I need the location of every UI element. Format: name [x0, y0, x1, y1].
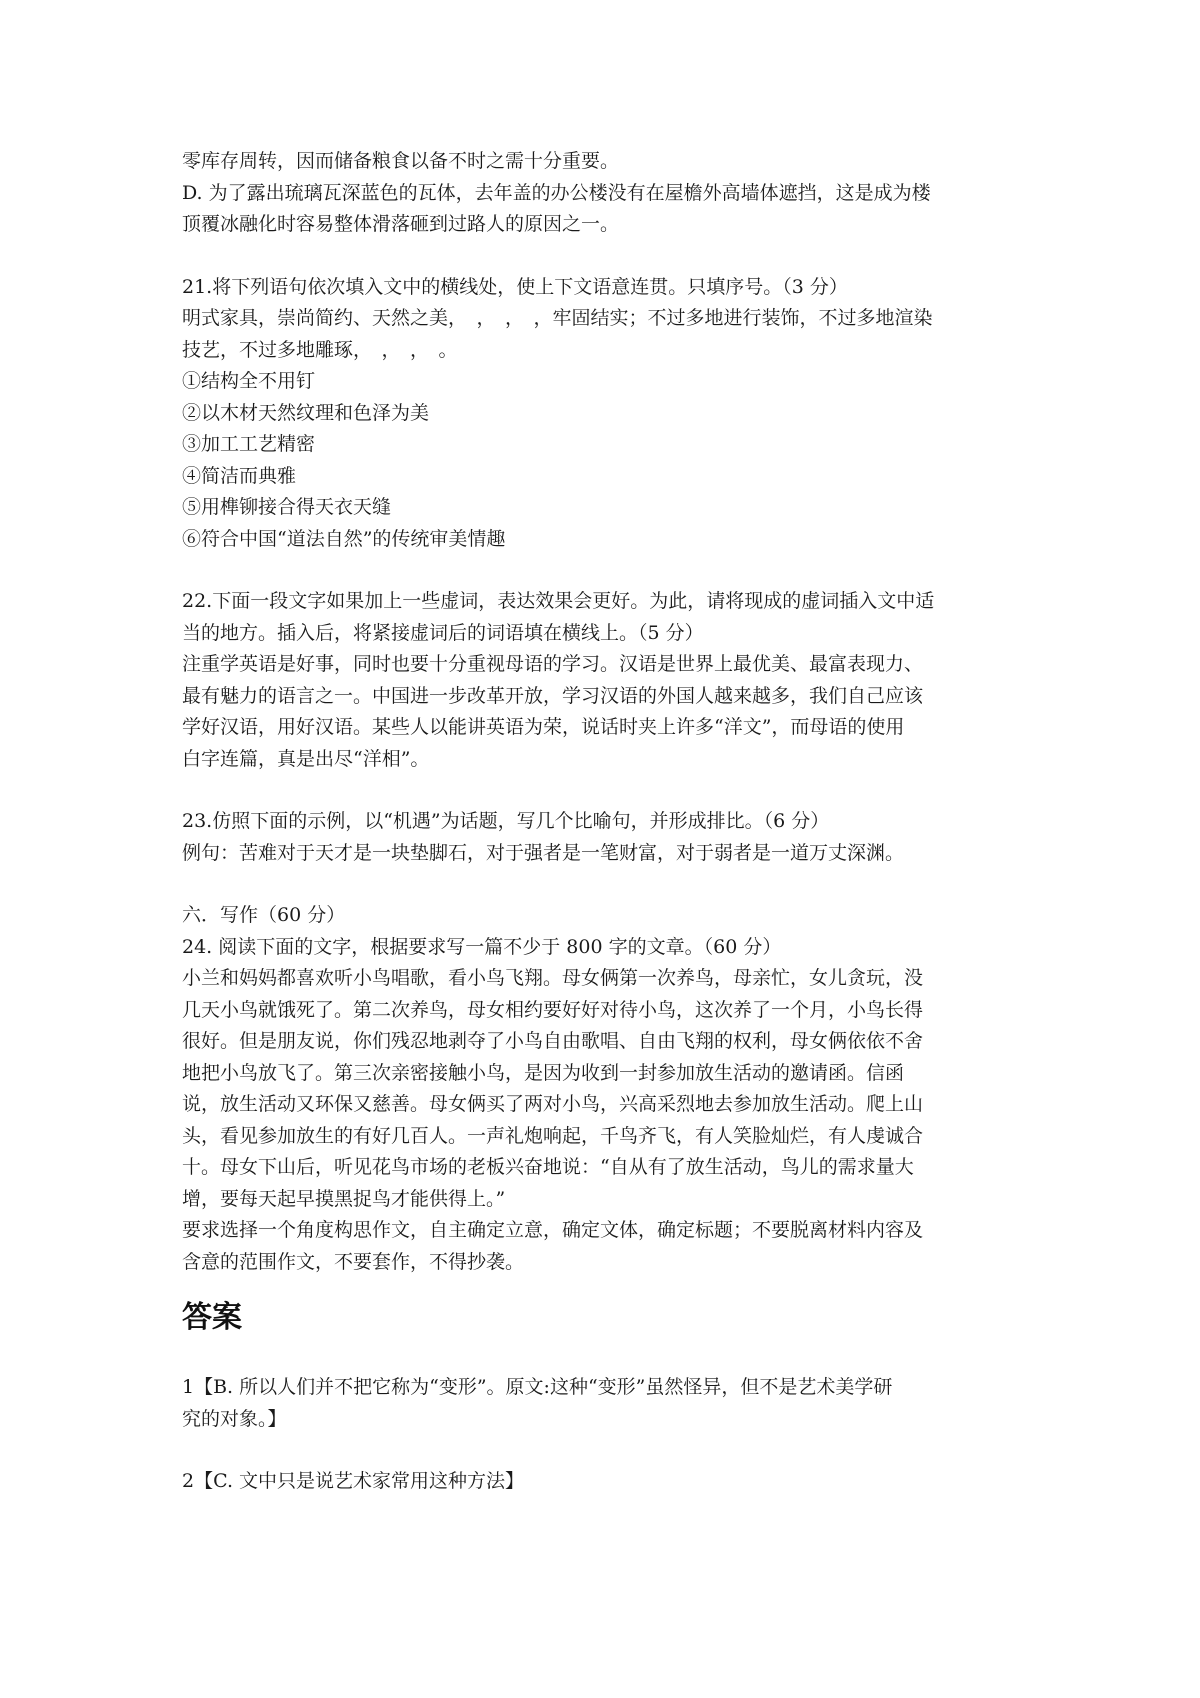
text-line: 白字连篇，真是出尽“洋相”。: [182, 747, 430, 770]
text-line: 很好。但是朋友说，你们残忍地剥夺了小鸟自由歌唱、自由飞翔的权利，母女俩依依不舍: [182, 1030, 924, 1052]
text-line: 明式家具，崇尚简约、天然之美， ， ， ，牢固结实；不过多地进行装饰，不过多地渲染: [182, 307, 933, 329]
text-line: ④简洁而典雅: [182, 464, 297, 487]
text-line: 头，看见参加放生的有好几百人。一声礼炮响起，千鸟齐飞，有人笑脸灿烂，有人虔诚合: [182, 1124, 924, 1147]
text-line: 技艺，不过多地雕琢， ， ， 。: [182, 338, 458, 361]
text-line: 要求选择一个角度构思作文，自主确定立意，确定文体，确定标题；不要脱离材料内容及: [182, 1219, 924, 1241]
text-line: 小兰和妈妈都喜欢听小鸟唱歌，看小鸟飞翔。母女俩第一次养鸟，母亲忙，女儿贪玩，没: [182, 967, 924, 989]
text-line: ⑤用榫铆接合得天衣天缝: [182, 496, 392, 518]
text-line: 注重学英语是好事，同时也要十分重视母语的学习。汉语是世界上最优美、最富表现力、: [182, 653, 924, 675]
text-line: 学好汉语，用好汉语。某些人以能讲英语为荣，说话时夹上许多“洋文”，而母语的使用: [182, 716, 905, 738]
text-line: 零库存周转，因而储备粮食以备不时之需十分重要。: [182, 150, 620, 172]
text-line: 几天小鸟就饿死了。第二次养鸟，母女相约要好好对待小鸟，这次养了一个月，小鸟长得: [182, 998, 924, 1021]
text-line: 23.仿照下面的示例，以“机遇”为话题，写几个比喻句，并形成排比。（6 分）: [182, 810, 830, 832]
text-line: 例句：苦难对于天才是一块垫脚石，对于强者是一笔财富，对于弱者是一道万丈深渊。: [182, 841, 905, 864]
text-line: 当的地方。插入后，将紧接虚词后的词语填在横线上。（5 分）: [182, 621, 704, 644]
text-line: ⑥符合中国“道法自然”的传统审美情趣: [182, 527, 506, 550]
paragraph-gap: [182, 869, 1022, 900]
text-line: 最有魅力的语言之一。中国进一步改革开放，学习汉语的外国人越来越多，我们自己应该: [182, 684, 924, 707]
text-line: 增，要每天起早摸黑捉鸟才能供得上。”: [182, 1187, 506, 1210]
text-line: 1【B. 所以人们并不把它称为“变形”。原文:这种“变形”虽然怪异，但不是艺术美学研: [182, 1376, 893, 1398]
text-line: ③加工工艺精密: [182, 433, 316, 455]
text-line: 21.将下列语句依次填入文中的横线处，使上下文语意连贯。只填序号。（3 分）: [182, 275, 848, 298]
text-line: D. 为了露出琉璃瓦深蓝色的瓦体，去年盖的办公楼没有在屋檐外高墙体遮挡，这是成为楼: [182, 181, 931, 204]
paragraph-gap: [182, 555, 1022, 586]
text-line: 24. 阅读下面的文字，根据要求写一篇不少于 800 字的文章。（60 分）: [182, 935, 782, 958]
text-line: 究的对象。】: [182, 1407, 287, 1430]
paragraph-gap: [182, 241, 1022, 272]
text-line: ①结构全不用钉: [182, 370, 316, 392]
text-line: 22.下面一段文字如果加上一些虚词，表达效果会更好。为此，请将现成的虚词插入文中适: [182, 590, 935, 612]
paragraph-gap: [182, 1435, 1022, 1466]
text-line: 地把小鸟放飞了。第三次亲密接触小鸟，是因为收到一封参加放生活动的邀请函。信函: [182, 1061, 905, 1084]
section-heading-answers: 答案: [182, 1300, 242, 1335]
paragraph-gap: [182, 775, 1022, 806]
text-line: 十。母女下山后，听见花鸟市场的老板兴奋地说：“自从有了放生活动，鸟儿的需求量大: [182, 1156, 914, 1178]
text-line: 六．写作（60 分）: [182, 904, 346, 926]
document-body: [182, 146, 1022, 1498]
text-line: 说，放生活动又环保又慈善。母女俩买了两对小鸟，兴高采烈地去参加放生活动。爬上山: [182, 1093, 924, 1115]
text-line: ②以木材天然纹理和色泽为美: [182, 401, 430, 424]
text-line: 含意的范围作文，不要套作，不得抄袭。: [182, 1250, 525, 1273]
text-line: 2【C. 文中只是说艺术家常用这种方法】: [182, 1470, 525, 1492]
text-line: 顶覆冰融化时容易整体滑落砸到过路人的原因之一。: [182, 213, 620, 235]
